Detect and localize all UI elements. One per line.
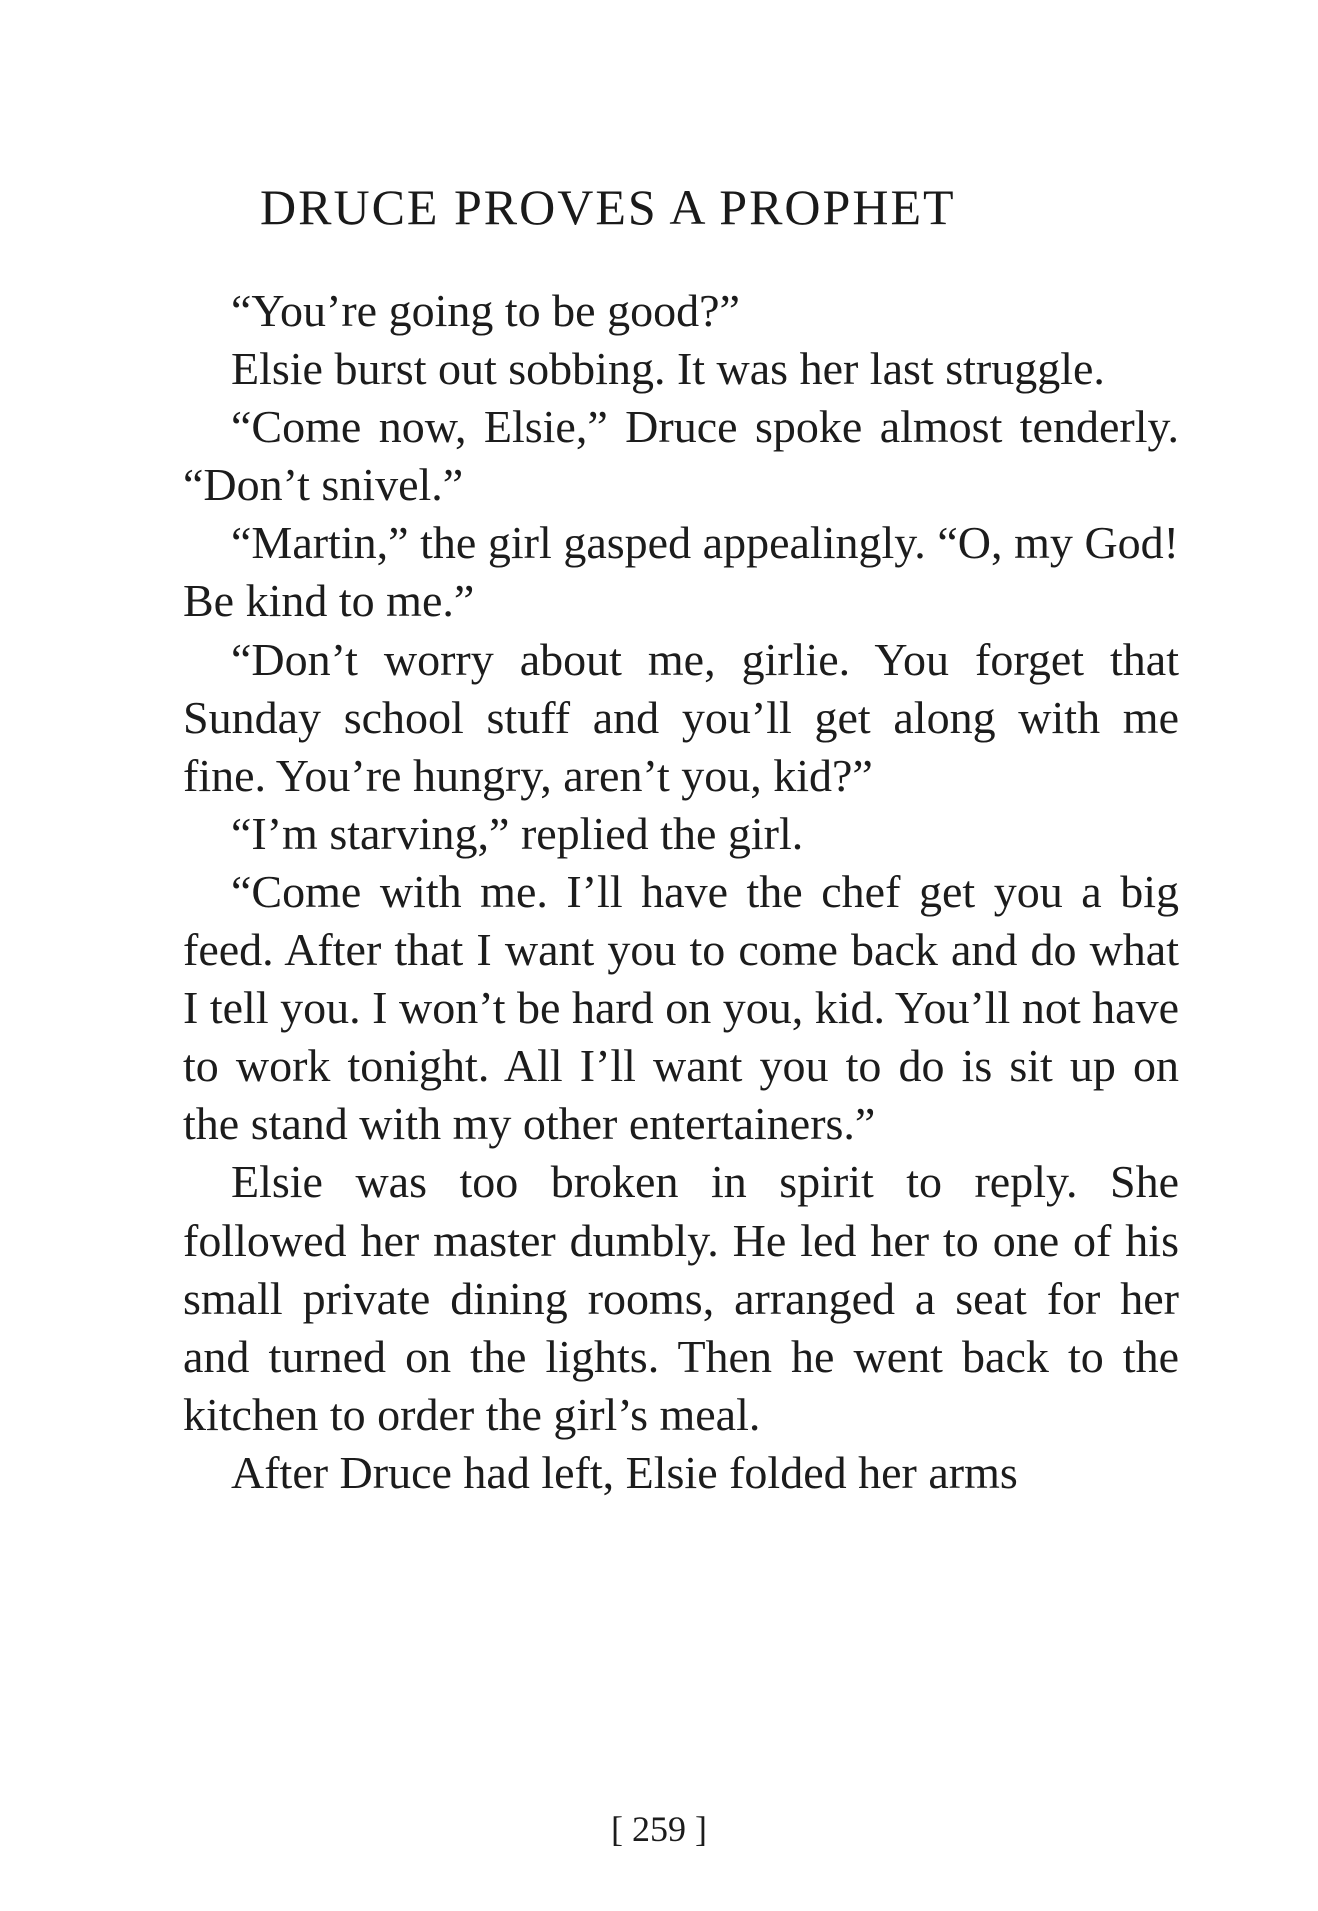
paragraph: Elsie burst out sobbing. It was her last struggle. (231, 343, 1105, 395)
page-number: [ 259 ] (611, 1809, 707, 1849)
body-text (183, 282, 1179, 1502)
paragraph: “I’m starving,” replied the girl. (231, 807, 804, 859)
running-head: DRUCE PROVES A PROPHET (260, 179, 956, 235)
paragraph: “Don’t worry about me, girlie. You forget that Sunday school stuff and you’ll get along with me fine. You’re hungry, aren’t you, kid?” (183, 633, 1179, 801)
paragraph: “You’re going to be good?” (231, 285, 740, 336)
paragraph: After Druce had left, Elsie folded her arms (231, 1446, 1018, 1498)
paragraph: “Come with me. I’ll have the chef get you a big feed. After that I want you to come back and do what I tell you. I won’t be hard on you, kid. You’ll not have to work tonight. All I’ll want you to do is sit up on the stand with my other entertainers.” (183, 865, 1179, 1150)
paragraph: Elsie was too broken in spirit to reply. She followed her master dumbly. He led her to one of his small private dining rooms, arranged a seat for her and turned on the lights. Then he went back to the kitchen to order the girl’s meal. (183, 1156, 1179, 1440)
paragraph: “Come now, Elsie,” Druce spoke almost tenderly. “Don’t snivel.” (183, 401, 1179, 511)
paragraph: “Martin,” the girl gasped appealingly. “O, my God! Be kind to me.” (183, 517, 1179, 627)
